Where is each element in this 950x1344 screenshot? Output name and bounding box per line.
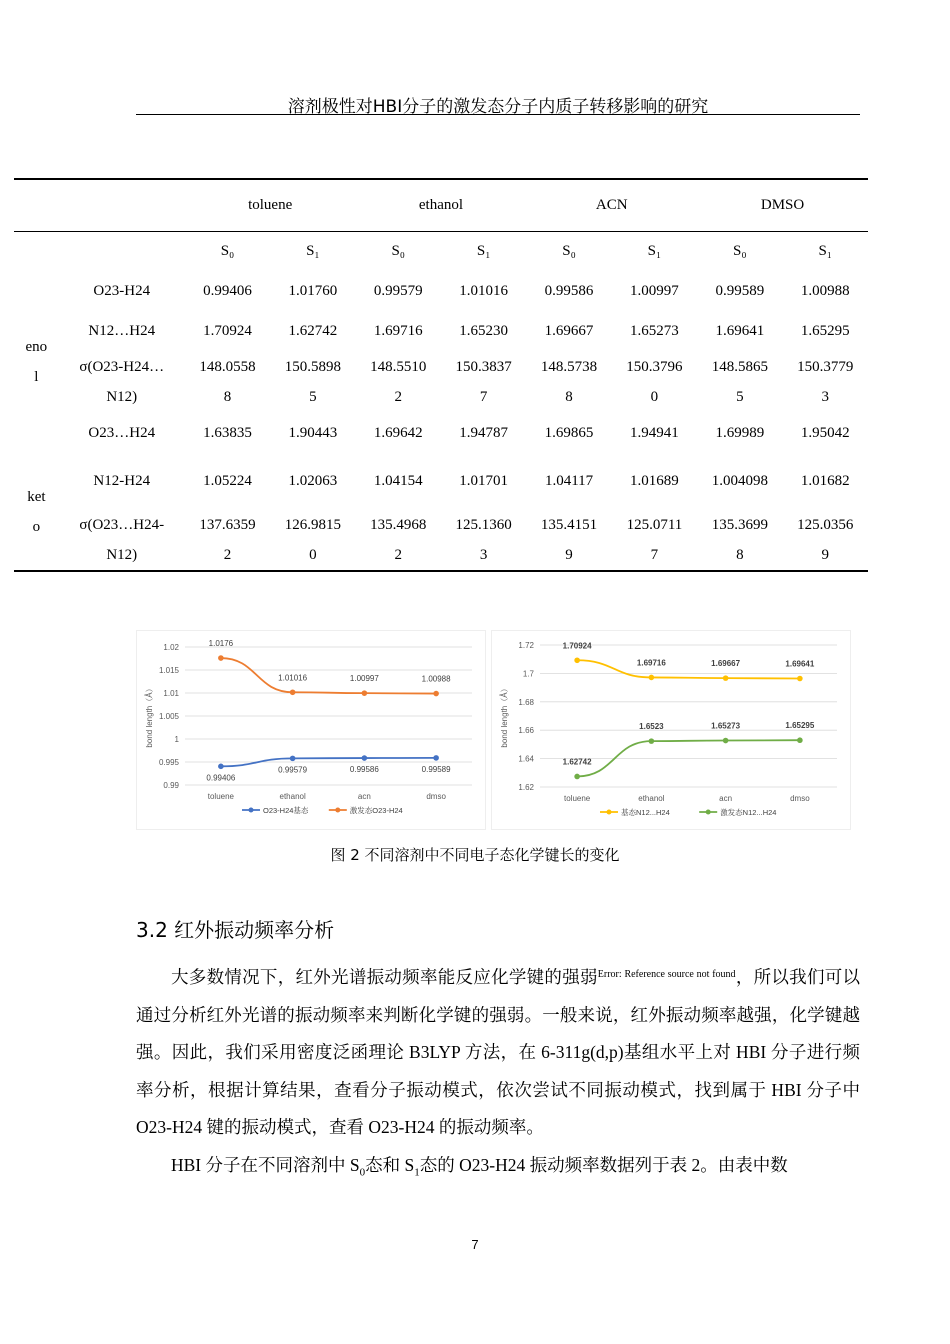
row-label-line: N12-H24 <box>93 473 151 489</box>
y-tick-label: 1.7 <box>522 669 534 679</box>
row-label <box>59 509 185 571</box>
table-cell <box>356 351 441 413</box>
y-tick-label: 1.72 <box>518 641 534 650</box>
data-point <box>797 676 803 682</box>
cell-line: 2 <box>394 546 402 563</box>
subscript: 1 <box>414 1166 420 1178</box>
data-point <box>574 657 580 663</box>
table-cell <box>441 311 526 351</box>
data-label: 1.65295 <box>785 721 815 731</box>
legend-marker <box>249 808 254 813</box>
solvent-header: ethanol <box>418 196 464 213</box>
cell-line: 1.04154 <box>373 473 423 489</box>
row-label <box>59 351 185 413</box>
state-header: S₁ <box>818 242 833 259</box>
table-cell <box>783 413 868 453</box>
table-cell <box>697 413 782 453</box>
table-cell <box>441 271 526 311</box>
cell-line: 148.5510 <box>370 359 427 375</box>
x-tick-label: toluene <box>207 792 234 801</box>
data-point <box>433 691 439 697</box>
cell-line: 0.99579 <box>373 283 423 299</box>
y-tick-label: 1.005 <box>158 712 179 721</box>
table-cell <box>526 271 611 311</box>
cell-line: 1.01016 <box>459 283 509 299</box>
section-title: 3.2 红外振动频率分析 <box>136 918 335 942</box>
cell-line: 150.3779 <box>797 359 854 375</box>
y-tick-label: 0.995 <box>158 758 179 767</box>
table-cell <box>783 351 868 413</box>
table-cell <box>783 453 868 509</box>
data-point <box>290 756 296 762</box>
group-label-line: l <box>34 369 39 385</box>
table-cell <box>441 351 526 413</box>
cell-line: 1.01689 <box>630 473 679 489</box>
table-cell <box>526 509 611 571</box>
table-cell <box>441 453 526 509</box>
chart-o23-h24-svg <box>137 631 485 829</box>
legend-marker <box>607 810 612 815</box>
cell-line: 135.4151 <box>540 516 598 533</box>
data-label: 1.62742 <box>562 757 592 767</box>
cell-line: 1.69667 <box>544 323 594 339</box>
cell-line: 1.70924 <box>203 323 252 339</box>
data-label: 1.70924 <box>562 641 592 651</box>
header-rule <box>136 114 860 115</box>
chart-o23-h24 <box>136 630 486 830</box>
text-run: 态和 S <box>365 1154 415 1175</box>
data-label: 1.69667 <box>711 659 741 669</box>
x-tick-label: dmso <box>426 792 446 801</box>
y-tick-label: 1.64 <box>518 754 534 764</box>
solvent-header: DMSO <box>760 196 805 213</box>
cell-line: 1.94787 <box>459 425 509 441</box>
table-cell <box>526 351 611 413</box>
cell-line: 137.6359 <box>199 516 256 533</box>
cell-line: 5 <box>736 389 744 405</box>
legend-entry: 基态N12...H24 <box>621 808 670 817</box>
cell-line: 126.9815 <box>284 516 341 533</box>
row-label-line: N12) <box>106 546 138 563</box>
data-point <box>218 764 224 770</box>
table-cell <box>185 453 270 509</box>
table-cell <box>356 271 441 311</box>
cell-line: 1.62742 <box>288 323 338 339</box>
legend-entry: O23-H24基态 <box>263 806 309 815</box>
legend-marker <box>706 810 711 815</box>
text-run: 大多数情况下，红外光谱振动频率能反应化学键的强弱 <box>171 967 598 987</box>
table-cell <box>185 271 270 311</box>
subscript: 0 <box>359 1166 366 1178</box>
table-cell <box>270 413 355 453</box>
row-label <box>59 271 185 311</box>
group-label <box>14 453 59 571</box>
cell-line: 2 <box>223 546 232 563</box>
solvent-header-row <box>14 179 868 231</box>
table-cell <box>697 509 782 571</box>
cell-line: 1.00988 <box>800 283 850 299</box>
table-cell <box>612 509 697 571</box>
row-label-line: σ(O23-H24… <box>79 359 165 375</box>
cell-line: 0.99586 <box>544 283 594 299</box>
data-label: 1.65273 <box>711 721 741 731</box>
cell-line: 1.95042 <box>800 425 850 441</box>
cell-line: 1.65273 <box>630 323 679 339</box>
data-label: 1.69716 <box>636 658 666 668</box>
table-cell <box>441 413 526 453</box>
y-tick-label: 1 <box>174 735 179 744</box>
cell-line: 1.02063 <box>288 473 338 489</box>
group-label-line: o <box>32 518 41 535</box>
data-point <box>649 675 655 681</box>
table-cell <box>185 509 270 571</box>
data-point <box>723 738 729 744</box>
cell-line: 1.69642 <box>373 425 423 441</box>
x-tick-label: acn <box>357 792 371 801</box>
cell-line: 7 <box>479 389 488 405</box>
data-label: 1.0176 <box>208 639 234 649</box>
cell-line: 1.05224 <box>203 473 252 489</box>
row-label <box>59 413 185 453</box>
legend-marker <box>335 808 340 813</box>
data-label: 0.99589 <box>421 764 451 774</box>
cell-line: 148.5865 <box>711 359 768 375</box>
cell-line: 1.69989 <box>715 425 765 441</box>
cell-line: 1.01682 <box>800 473 850 489</box>
table-cell <box>185 311 270 351</box>
data-point <box>723 675 729 681</box>
legend-entry: 激发态O23-H24 <box>349 806 403 815</box>
cell-line: 125.0711 <box>626 516 683 533</box>
row-label-line: N12…H24 <box>88 323 156 339</box>
x-tick-label: dmso <box>790 794 810 803</box>
table-cell <box>612 271 697 311</box>
cell-line: 125.1360 <box>455 516 512 533</box>
y-tick-label: 1.01 <box>163 689 179 698</box>
table-cell <box>356 311 441 351</box>
table-cell <box>526 453 611 509</box>
data-label: 1.00997 <box>349 674 379 684</box>
legend-entry: 激发态N12...H24 <box>720 808 777 817</box>
state-header: S₁ <box>306 242 320 259</box>
x-tick-label: acn <box>719 794 733 803</box>
cell-line: 148.0558 <box>199 359 256 375</box>
cell-line: 3 <box>479 546 488 563</box>
cell-line: 150.5898 <box>284 359 341 375</box>
series-line <box>221 658 436 694</box>
body-text <box>136 956 860 1192</box>
cell-line: 1.94941 <box>630 425 679 441</box>
cell-line: 1.004098 <box>711 473 768 489</box>
y-tick-label: 1.62 <box>518 783 534 792</box>
cell-line: 9 <box>565 546 573 563</box>
table-cell <box>270 311 355 351</box>
table-cell <box>356 413 441 453</box>
data-label: 1.6523 <box>639 722 664 732</box>
table-row <box>14 509 868 571</box>
table-cell <box>441 509 526 571</box>
cell-line: 1.69716 <box>373 323 423 339</box>
table-cell <box>270 271 355 311</box>
cell-line: 0 <box>309 546 317 563</box>
table-cell <box>612 311 697 351</box>
text-run: ，所以我们可以通过分析红外光谱的振动频率来判断化学键的强弱。一般来说，红外振动频率越强，化学键越强。因此，我们采用密度泛函理论 B3LYP 方法，在 6-311g(d,p)基组水平上对 HBI 分子进行频率分析，根据计算结果，查看分子振动模式，依次尝试不同振动模式，找到属于 HBI 分子中 O23-H24 键的振动模式，查看 O23-H24 的振动频率。 <box>136 967 861 1137</box>
data-label: 0.99406 <box>206 773 236 783</box>
table-row <box>14 453 868 509</box>
series-line <box>577 660 800 678</box>
table-cell <box>783 271 868 311</box>
cell-line: 0.99589 <box>715 283 765 299</box>
data-point <box>362 690 368 696</box>
y-axis-label: bond length（Å） <box>145 684 154 748</box>
paragraph <box>136 1147 860 1192</box>
table-row <box>14 351 868 413</box>
state-header: S₀ <box>733 242 747 259</box>
solvent-header: ACN <box>595 196 628 213</box>
paragraph <box>136 956 860 1147</box>
y-tick-label: 0.99 <box>163 781 179 790</box>
cell-line: 150.3796 <box>626 359 683 375</box>
table-cell <box>185 351 270 413</box>
cell-line: 1.69865 <box>544 425 594 441</box>
cell-line: 8 <box>736 546 744 563</box>
data-point <box>218 655 224 661</box>
data-label: 0.99579 <box>278 765 308 775</box>
state-header: S₁ <box>647 242 662 259</box>
row-label <box>59 311 185 351</box>
cell-line: 1.01701 <box>459 473 509 489</box>
x-tick-label: ethanol <box>279 792 306 801</box>
row-label-line: O23…H24 <box>88 425 156 441</box>
group-label-line: eno <box>25 339 48 355</box>
data-label: 0.99586 <box>349 765 379 775</box>
reference-error: Error: Reference source not found <box>597 969 736 980</box>
table-row <box>14 311 868 351</box>
table-cell <box>612 351 697 413</box>
table-cell <box>526 413 611 453</box>
data-point <box>362 755 368 761</box>
data-point <box>433 755 439 761</box>
page-number: 7 <box>471 1237 479 1252</box>
table-cell <box>697 271 782 311</box>
state-header: S₀ <box>391 242 406 259</box>
table-cell <box>612 453 697 509</box>
cell-line: 148.5738 <box>540 359 598 375</box>
table-row <box>14 271 868 311</box>
cell-line: 8 <box>565 389 573 405</box>
row-label <box>59 453 185 509</box>
table-row <box>14 413 868 453</box>
cell-line: 1.63835 <box>203 425 252 441</box>
data-point <box>797 737 803 743</box>
table-cell <box>697 311 782 351</box>
data-point <box>290 689 296 695</box>
cell-line: 1.04117 <box>544 473 594 489</box>
cell-line: 125.0356 <box>797 516 854 533</box>
cell-line: 1.65230 <box>459 323 509 339</box>
state-header-row <box>14 231 868 271</box>
table-cell <box>697 351 782 413</box>
chart-n12-h24 <box>491 630 851 830</box>
data-label: 1.00988 <box>421 674 451 684</box>
group-label <box>14 271 59 453</box>
row-label-line: σ(O23…H24- <box>79 516 165 533</box>
table-cell <box>356 453 441 509</box>
table-cell <box>783 311 868 351</box>
table-cell <box>270 509 355 571</box>
y-tick-label: 1.68 <box>518 697 534 707</box>
page-header-title: 溶剂极性对HBI分子的激发态分子内质子转移影响的研究 <box>287 97 709 117</box>
table-cell <box>356 509 441 571</box>
table-cell <box>270 453 355 509</box>
state-header: S₀ <box>562 242 576 259</box>
bond-length-table <box>14 178 868 572</box>
cell-line: 1.69641 <box>715 323 765 339</box>
cell-line: 5 <box>309 389 317 405</box>
y-tick-label: 1.015 <box>158 666 179 675</box>
group-label-line: ket <box>27 488 46 505</box>
cell-line: 150.3837 <box>455 359 512 375</box>
table-cell <box>612 413 697 453</box>
y-tick-label: 1.66 <box>518 726 534 736</box>
cell-line: 0.99406 <box>203 283 252 299</box>
cell-line: 8 <box>223 389 232 405</box>
cell-line: 1.01760 <box>288 283 338 299</box>
y-axis-label: bond length（Å） <box>500 684 509 748</box>
state-header: S₁ <box>476 242 491 259</box>
data-label: 1.69641 <box>785 659 815 669</box>
row-label-line: O23-H24 <box>93 283 151 299</box>
text-run: HBI 分子在不同溶剂中 S <box>171 1154 360 1175</box>
data-point <box>574 774 580 780</box>
state-header: S₀ <box>220 242 235 259</box>
table-cell <box>270 351 355 413</box>
x-tick-label: toluene <box>564 794 591 803</box>
cell-line: 3 <box>821 389 829 405</box>
cell-line: 7 <box>650 546 659 563</box>
cell-line: 1.65295 <box>800 323 850 339</box>
table-cell <box>697 453 782 509</box>
chart-n12-h24-svg <box>492 631 850 829</box>
cell-line: 135.4968 <box>370 516 427 533</box>
data-point <box>649 738 655 744</box>
figure-caption: 图 2 不同溶剂中不同电子态化学键长的变化 <box>330 846 620 864</box>
cell-line: 1.00997 <box>630 283 679 299</box>
y-tick-label: 1.02 <box>163 643 179 652</box>
x-tick-label: ethanol <box>638 794 665 803</box>
row-label-line: N12) <box>106 389 138 405</box>
cell-line: 0 <box>650 389 659 405</box>
cell-line: 9 <box>821 546 829 563</box>
data-label: 1.01016 <box>278 673 308 683</box>
table-cell <box>783 509 868 571</box>
cell-line: 2 <box>394 389 402 405</box>
table-cell <box>526 311 611 351</box>
solvent-header: toluene <box>248 196 293 213</box>
text-run: 态的 O23-H24 振动频率数据列于表 2。由表中数 <box>419 1154 788 1175</box>
table-cell <box>185 413 270 453</box>
cell-line: 135.3699 <box>711 516 768 533</box>
cell-line: 1.90443 <box>288 425 338 441</box>
